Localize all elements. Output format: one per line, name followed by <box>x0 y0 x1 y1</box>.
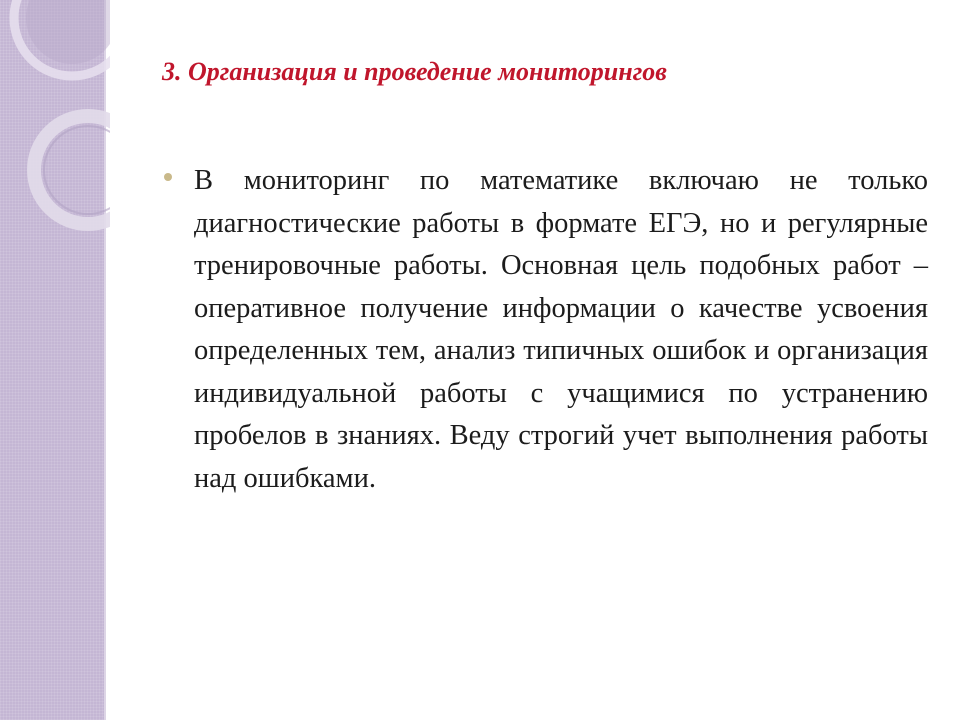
decorative-ring-middle-inner <box>44 126 110 214</box>
decorative-ring-middle <box>34 116 110 224</box>
bullet-list <box>162 160 928 500</box>
decorative-rings <box>0 0 110 240</box>
decorative-ring-top-inner <box>26 0 110 64</box>
slide-title: 3. Организация и проведение мониторингов <box>162 57 667 86</box>
bullet-dot-icon <box>164 173 172 181</box>
bullet-text: В мониторинг по математике включаю не только диагностические работы в формате ЕГЭ, но и регулярные тренировочные работы. Основная цель подобных работ – оперативное получение информации о качестве усвоения определенных тем, анализ типичных ошибок и организация индивидуальной работы с учащимися по устранению пробелов в знаниях. Веду строгий учет выполнения работы над ошибками. <box>194 165 928 494</box>
list-item <box>162 160 928 500</box>
